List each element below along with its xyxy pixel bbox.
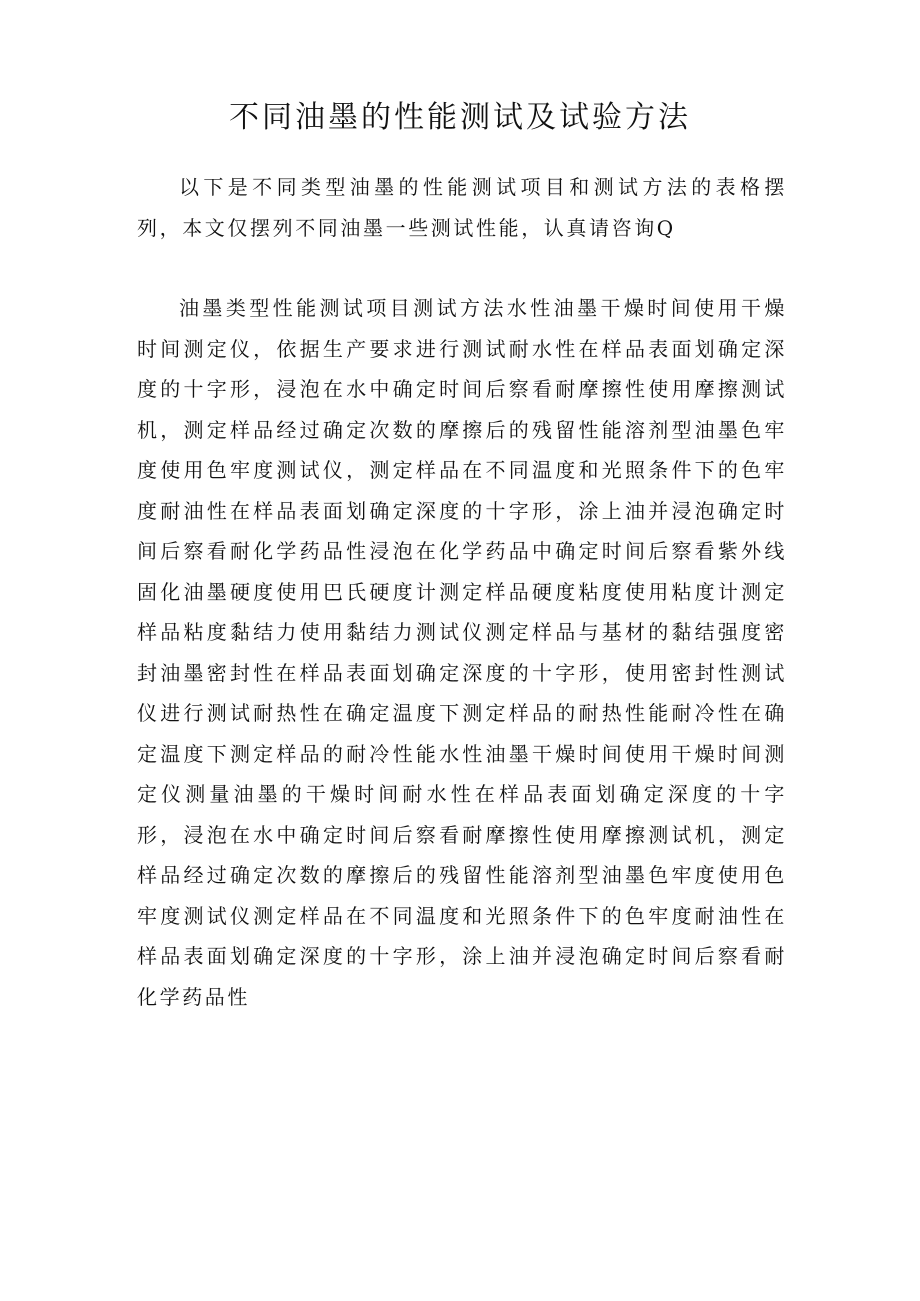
intro-paragraph: 以下是不同类型油墨的性能测试项目和测试方法的表格摆列，本文仅摆列不同油墨一些测试性能，认真请咨询Q: [137, 175, 787, 240]
body-paragraph: 油墨类型性能测试项目测试方法水性油墨干燥时间使用干燥时间测定仪，依据生产要求进行测试耐水性在样品表面划确定深度的十字形，浸泡在水中确定时间后察看耐摩擦性使用摩擦测试机，测定样品经过确定次数的摩擦后的残留性能溶剂型油墨色牢度使用色牢度测试仪，测定样品在不同温度和光照条件下的色牢度耐油性在样品表面划确定深度的十字形，涂上油并浸泡确定时间后察看耐化学药品性浸泡在化学药品中确定时间后察看紫外线固化油墨硬度使用巴氏硬度计测定样品硬度粘度使用粘度计测定样品粘度黏结力使用黏结力测试仪测定样品与基材的黏结强度密封油墨密封性在样品表面划确定深度的十字形，使用密封性测试仪进行测试耐热性在确定温度下测定样品的耐热性能耐冷性在确定温度下测定样品的耐冷性能水性油墨干燥时间使用干燥时间测定仪测量油墨的干燥时间耐水性在样品表面划确定深度的十字形，浸泡在水中确定时间后察看耐摩擦性使用摩擦测试机，测定样品经过确定次数的摩擦后的残留性能溶剂型油墨色牢度使用色牢度测试仪测定样品在不同温度和光照条件下的色牢度耐油性在样品表面划确定深度的十字形，涂上油并浸泡确定时间后察看耐化学药品性: [137, 296, 787, 1009]
document-title: 不同油墨的性能测试及试验方法: [229, 100, 691, 135]
